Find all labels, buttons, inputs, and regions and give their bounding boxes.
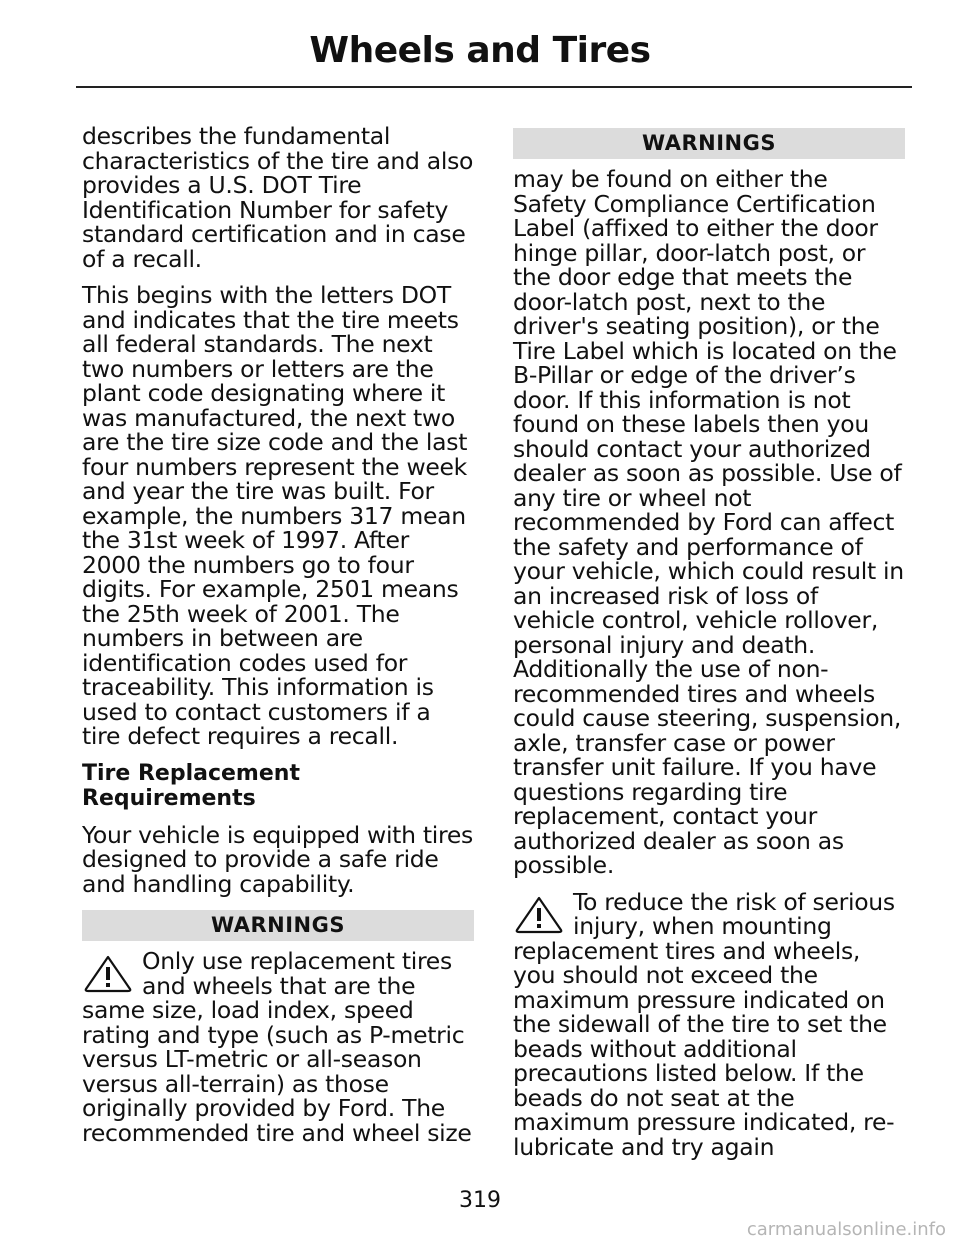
header-divider [76,86,912,88]
warnings-header: WARNINGS [82,910,474,941]
warning-text-replacement: Only use replacement tires and wheels that are the same size, load index, speed rating and type (such as P-metric versus LT-metric or all-season versus all-terrain) as those originally provided by Ford. The recommended tire and wheel size [82,947,472,1147]
warning-text-mounting: To reduce the risk of serious injury, when mounting replacement tires and wheels, you should not exceed the maximum pressure indicated on the sidewall of the tire to set the beads without additional precautions listed below. If the beads do not seat at the maximum pressure indicated, re-lubricate and try again [513,887,895,1161]
section-heading-tire-replacement: Tire Replacement Requirements [82,760,300,811]
paragraph-tire-description: describes the fundamental characteristics of the tire and also provides a U.S. DOT Tire Identification Number for safety standard certification and in case of a recall. [82,122,474,273]
warnings-header-continued: WARNINGS [513,128,905,159]
paragraph-dot-code: This begins with the letters DOT and indicates that the tire meets all federal standards. The next two numbers or letters are the plant code designating where it was manufactured, the next two are the tire size code and the last four numbers represent the week and year the tire was built. For example, the numbers 317 mean the 31st week of 1997. After 2000 the numbers go to four digits. For example, 2501 means the 25th week of 2001. The numbers in between are identification codes used for traceability. This information is used to contact customers if a tire defect requires a recall. [82,281,468,750]
paragraph-tire-size-location: may be found on either the Safety Compliance Certification Label (affixed to either the door hinge pillar, door-latch post, or the door edge that meets the door-latch post, next to the driver's seating position), or the Tire Label which is located on the B-Pillar or edge of the driver’s door. If this information is not found on these labels then you should contact your authorized dealer as soon as possible. Use of any tire or wheel not recommended by Ford can affect the safety and performance of your vehicle, which could result in an increased risk of loss of vehicle control, vehicle rollover, personal injury and death. Additionally the use of non-recommended tires and wheels could cause steering, suspension, axle, transfer case or power transfer unit failure. If you have questions regarding tire replacement, contact your authorized dealer as soon as possible. [513,165,904,879]
page-number: 319 [459,1188,501,1213]
warning-triangle-icon [513,894,565,934]
warning-triangle-icon [82,953,134,993]
page-title: Wheels and Tires [309,30,651,71]
left-column [82,124,474,1157]
warning-replacement-tires [82,949,474,1145]
watermark: carmanualsonline.info [746,1219,946,1240]
warning-mounting-pressure [513,887,905,1161]
paragraph-tire-equipment: Your vehicle is equipped with tires designed to provide a safe ride and handling capability. [82,820,473,898]
right-column [513,124,905,1171]
